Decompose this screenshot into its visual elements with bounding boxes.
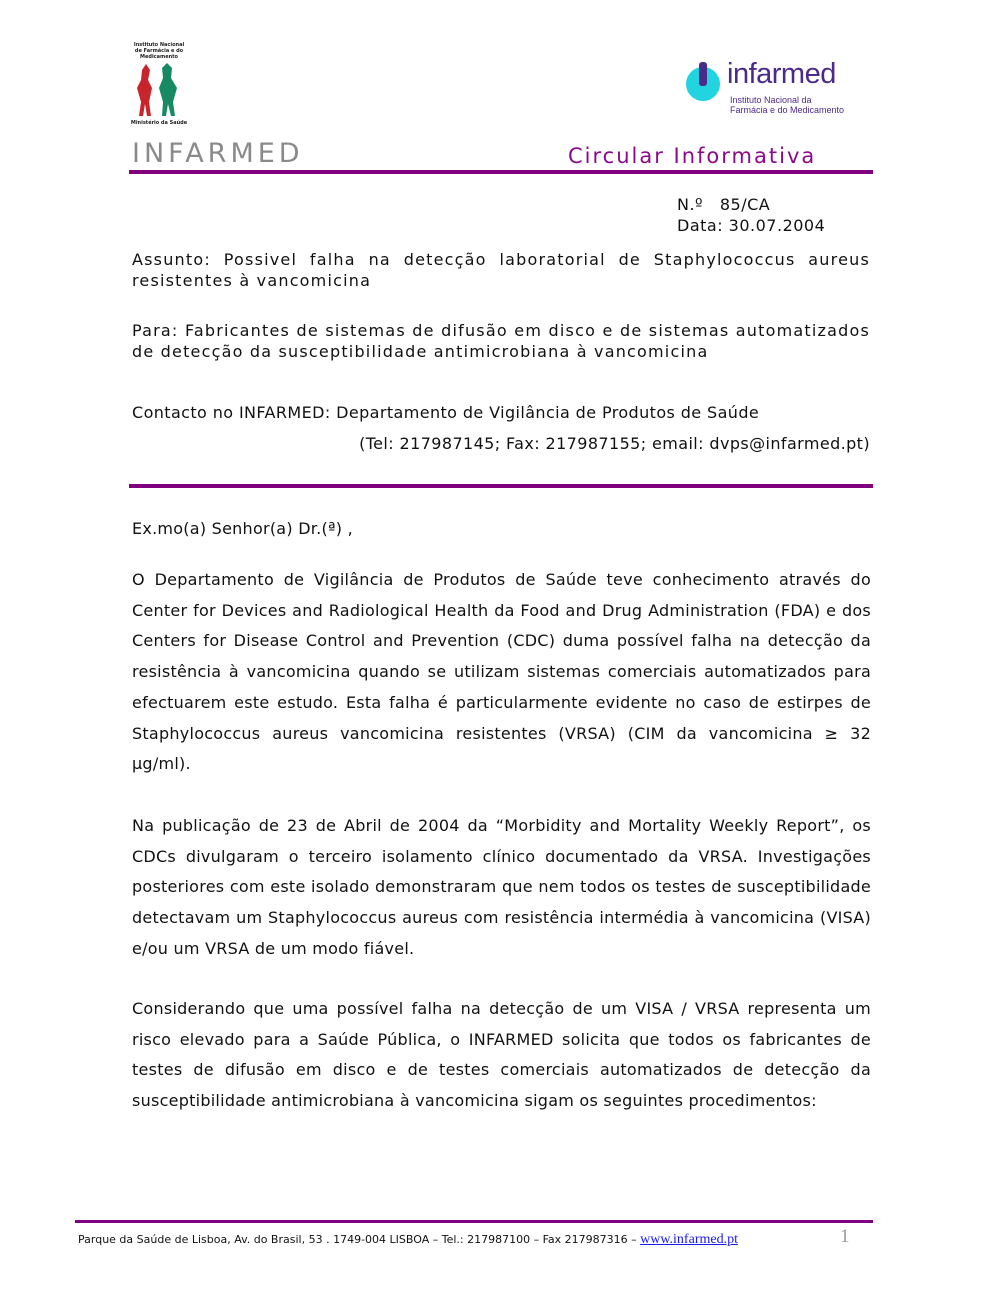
section-divider (129, 484, 873, 488)
circular-meta (677, 194, 825, 236)
page-number: 1 (840, 1226, 850, 1247)
footer-address: Parque da Saúde de Lisboa, Av. do Brasil, 53 . 1749-004 LISBOA – Tel.: 217987100 – Fax 217987316 – (78, 1233, 641, 1246)
footer (78, 1232, 738, 1248)
infarmed-logo (685, 58, 850, 118)
ministry-logo-bottom-text: Ministério da Saúde (130, 120, 188, 126)
figures-icon (130, 62, 188, 118)
salutation: Ex.mo(a) Senhor(a) Dr.(ª) , (132, 519, 353, 538)
circular-date: Data: 30.07.2004 (677, 216, 826, 235)
footer-divider (75, 1220, 873, 1223)
header-divider (129, 170, 873, 174)
paragraph-3: Considerando que uma possível falha na detecção de um VISA / VRSA representa um risco elevado para a Saúde Pública, o INFARMED solicita que todos os fabricantes de testes de difusão em disco e de testes comerciais automatizados de detecção da susceptibilidade antimicrobiana à vancomicina sigam os seguintes procedimentos: (132, 999, 871, 1111)
contact-field: Contacto no INFARMED: Departamento de Vigilância de Produtos de Saúde (132, 403, 760, 422)
infarmed-logo-mark-icon (685, 62, 725, 104)
circular-number: N.º 85/CA (677, 195, 771, 214)
subject-field: Assunto: Possivel falha na detecção laboratorial de Staphylococcus aureus resistentes à vancomicina (132, 250, 870, 290)
brand-title: INFARMED (132, 138, 304, 169)
paragraph-2: Na publicação de 23 de Abril de 2004 da “Morbidity and Mortality Weekly Report”, os CDCs divulgaram o terceiro isolamento clínico documentado da VRSA. Investigações posteriores com este isolado demonstraram que nem todos os testes de susceptibilidade detectavam um Staphylococcus aureus com resistência intermédia à vancomicina (VISA) e/ou um VRSA de um modo fiável. (132, 816, 871, 958)
ministry-logo-top-text: Instituto Nacional de Farmácia e do Medicamento (133, 42, 185, 60)
paragraph-1: O Departamento de Vigilância de Produtos de Saúde teve conhecimento através do Center for Devices and Radiological Health da Food and Drug Administration (FDA) e dos Centers for Disease Control and Prevention (CDC) duma possível falha na detecção da resistência à vancomicina quando se utilizam sistemas comerciais automatizados para efectuarem este estudo. Esta falha é particularmente evidente no caso de estirpes de Staphylococcus aureus vancomicina resistentes (VRSA) (CIM da vancomicina ≥ 32 µg/ml). (132, 570, 871, 774)
contact-details: (Tel: 217987145; Fax: 217987155; email: dvps@infarmed.pt) (359, 434, 870, 453)
infarmed-logo-subtitle: Instituto Nacional da Farmácia e do Medicamento (730, 95, 845, 115)
ministry-logo (130, 42, 188, 126)
website-link[interactable]: www.infarmed.pt (640, 1232, 738, 1247)
infarmed-logo-name: infarmed (727, 58, 836, 90)
document-type: Circular Informativa (568, 144, 817, 168)
recipients-field: Para: Fabricantes de sistemas de difusão em disco e de sistemas automatizados de detecção da susceptibilidade antimicrobiana à vancomicina (132, 321, 870, 361)
